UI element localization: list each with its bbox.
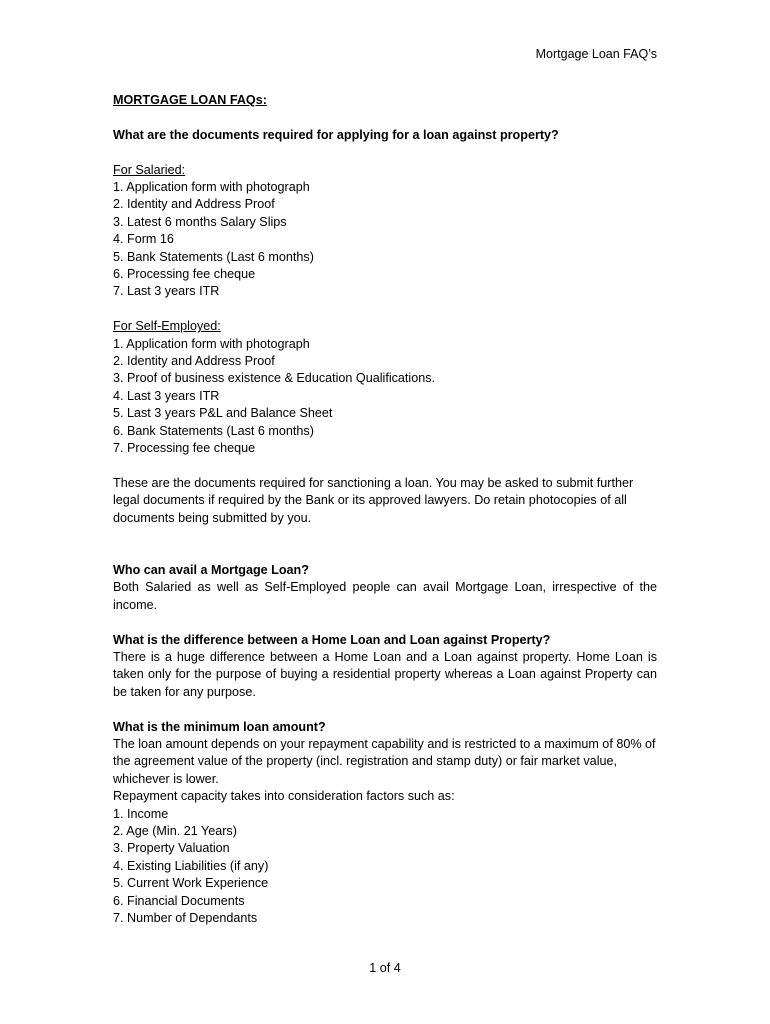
list-item: 2. Age (Min. 21 Years) (113, 823, 237, 838)
question-home-vs-property-loan: What is the difference between a Home Loan and Loan against Property? (113, 632, 551, 647)
answer-home-vs-property-loan: There is a huge difference between a Home Loan and a Loan against property. Home Loan is taken only for the purpose of buying a residential property whereas a Loan against Property can be taken for any purpose. (113, 649, 657, 699)
list-item: 3. Proof of business existence & Education Qualifications. (113, 371, 436, 386)
list-item: 7. Number of Dependants (113, 910, 258, 925)
document-body (113, 92, 657, 927)
list-item: 2. Identity and Address Proof (113, 354, 275, 369)
salaried-heading: For Salaried: (113, 162, 186, 177)
list-item: 4. Last 3 years ITR (113, 388, 220, 403)
list-item: 6. Financial Documents (113, 893, 245, 908)
answer-who-can-avail: Both Salaried as well as Self-Employed people can avail Mortgage Loan, irrespective of the income. (113, 580, 657, 612)
list-item: 4. Form 16 (113, 232, 174, 247)
self-employed-heading: For Self-Employed: (113, 319, 221, 334)
repayment-factors-list (113, 806, 657, 928)
list-item: 5. Bank Statements (Last 6 months) (113, 249, 314, 264)
page-number: 1 of 4 (369, 961, 401, 975)
list-item: 3. Property Valuation (113, 841, 230, 856)
list-item: 1. Income (113, 806, 169, 821)
question-who-can-avail: Who can avail a Mortgage Loan? (113, 562, 309, 577)
running-header: Mortgage Loan FAQ’s (535, 47, 657, 61)
list-item: 3. Latest 6 months Salary Slips (113, 214, 287, 229)
list-item: 4. Existing Liabilities (if any) (113, 858, 269, 873)
list-item: 6. Bank Statements (Last 6 months) (113, 423, 314, 438)
self-employed-documents-list (113, 336, 657, 458)
document-title: MORTGAGE LOAN FAQs: (113, 93, 267, 107)
list-item: 7. Last 3 years ITR (113, 284, 220, 299)
list-item: 1. Application form with photograph (113, 180, 310, 194)
salaried-documents-list (113, 179, 657, 301)
repayment-factors-intro: Repayment capacity takes into consideration factors such as: (113, 789, 455, 804)
answer-minimum-loan-amount: The loan amount depends on your repayment capability and is restricted to a maximum of 80% of the agreement value of the property (incl. registration and stamp duty) or fair market value, whichever is lower. (113, 736, 656, 786)
list-item: 5. Last 3 years P&L and Balance Sheet (113, 406, 333, 421)
question-documents-required: What are the documents required for applying for a loan against property? (113, 127, 559, 142)
list-item: 7. Processing fee cheque (113, 441, 256, 456)
list-item: 6. Processing fee cheque (113, 267, 256, 282)
list-item: 1. Application form with photograph (113, 336, 310, 351)
list-item: 5. Current Work Experience (113, 876, 269, 891)
list-item: 2. Identity and Address Proof (113, 197, 275, 212)
documents-note: These are the documents required for sanctioning a loan. You may be asked to submit further legal documents if required by the Bank or its approved lawyers. Do retain photocopies of all documents being submitted by you. (113, 475, 634, 525)
question-minimum-loan-amount: What is the minimum loan amount? (113, 719, 326, 734)
